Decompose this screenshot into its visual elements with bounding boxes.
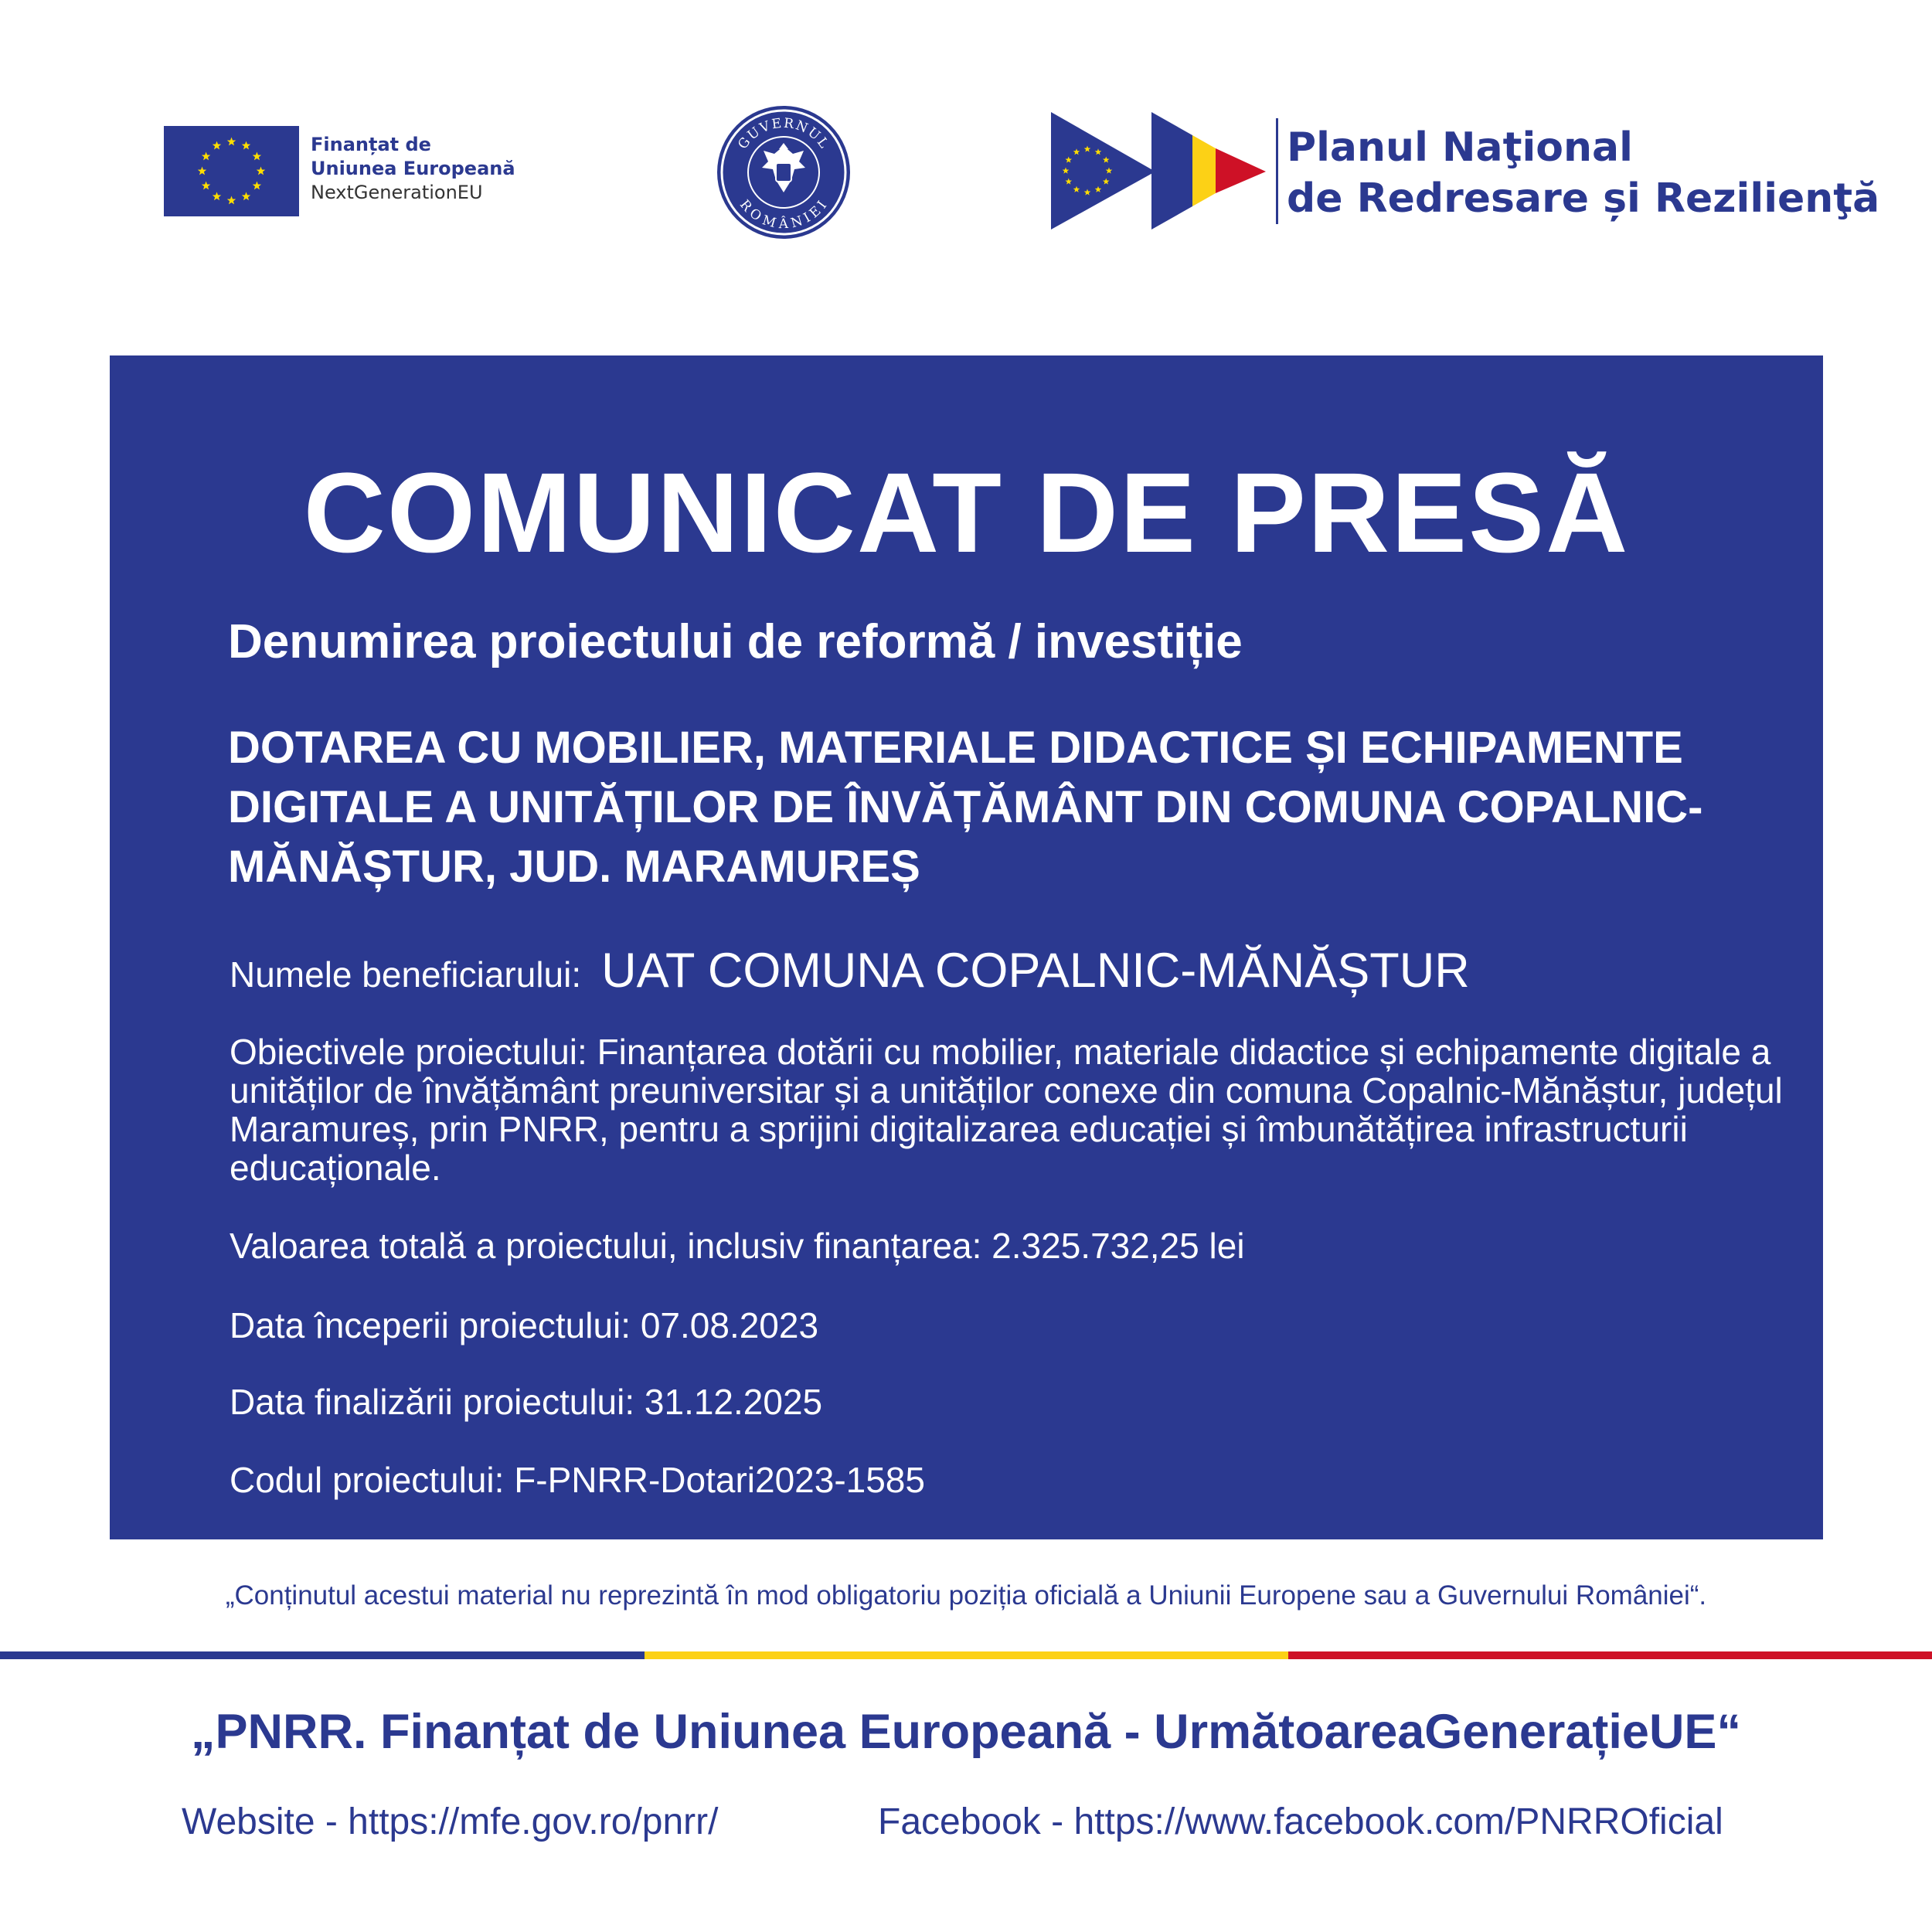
eu-star-icon (202, 182, 210, 190)
eu-star-icon (253, 182, 261, 190)
eu-star-icon (253, 152, 261, 161)
project-total-value: Valoarea totală a proiectului, inclusiv finanțarea: 2.325.732,25 lei (230, 1226, 1245, 1266)
eu-star-icon (242, 141, 250, 150)
press-release-headline: COMUNICAT DE PRESĂ (303, 450, 1630, 577)
stripe-red (1288, 1651, 1932, 1659)
eu-star-icon (198, 167, 206, 175)
eu-star-icon (227, 196, 236, 205)
pnrr-logo-line1: Planul Naţional (1287, 124, 1633, 171)
beneficiary-label: Numele beneficiarului: (230, 954, 582, 995)
project-end-date: Data finalizării proiectului: 31.12.2025 (230, 1382, 823, 1422)
facebook-link[interactable]: Facebook - https://www.facebook.com/PNRROficial (878, 1801, 1723, 1842)
disclaimer-text: „Conținutul acestui material nu reprezintă în mod obligatoriu poziția oficială a Uniunii Europene sau a Guvernului României“. (225, 1580, 1707, 1611)
government-seal-logo (717, 106, 850, 239)
eu-star-icon (213, 141, 221, 150)
pnrr-logo-title (1287, 122, 1879, 224)
project-code: Codul proiectului: F-PNRR-Dotari2023-1585 (230, 1460, 925, 1500)
eu-star-icon (227, 138, 236, 146)
beneficiary-row (230, 943, 1470, 998)
svg-text:ROMÂNIEI (736, 197, 831, 232)
beneficiary-value: UAT COMUNA COPALNIC-MĂNĂȘTUR (601, 944, 1470, 998)
seal-bottom-text: ROMÂNIEI (736, 196, 832, 233)
eu-star-icon (242, 192, 250, 200)
eu-funding-line3: NextGenerationEU (311, 182, 483, 203)
pnrr-logo-line2: de Redresare și Rezilienţă (1287, 175, 1880, 222)
eu-star-icon (213, 192, 221, 200)
project-name-heading: Denumirea proiectului de reformă / investiție (228, 615, 1243, 668)
eu-flag-logo (164, 126, 299, 216)
stripe-yellow (645, 1651, 1288, 1659)
seal-top-text: GUVERNUL (735, 115, 832, 153)
pnrr-logo (1051, 112, 1267, 232)
website-link[interactable]: Website - https://mfe.gov.ro/pnrr/ (182, 1801, 719, 1842)
eu-funding-line2: Uniunea Europeană (311, 158, 515, 179)
pnrr-slogan: „PNRR. Finanțat de Uniunea Europeană - UrmătoareaGenerațieUE“ (191, 1705, 1741, 1759)
eu-funding-line1: Finanțat de (311, 134, 431, 155)
stripe-blue (0, 1651, 645, 1659)
eu-funding-text (311, 133, 515, 205)
project-objectives: Obiectivele proiectului: Finanțarea dotării cu mobilier, materiale didactice și echipamente digitale a unităților de învățământ preuniversitar și a unităților conexe din comuna Copalnic-Mănăștur, județul Maramureș, prin PNRR, pentru a sprijini digitalizarea educației și îmbunătățirea infrastructurii educaționale. (230, 1032, 1783, 1188)
eu-star-icon (202, 152, 210, 161)
pnrr-logo-divider (1276, 118, 1278, 224)
eu-stars-icon (164, 126, 299, 216)
coat-of-arms-icon (717, 106, 850, 239)
project-start-date: Data începerii proiectului: 07.08.2023 (230, 1305, 819, 1345)
pnrr-arrows-icon (1051, 112, 1267, 232)
eu-star-icon (257, 167, 265, 175)
press-release-panel (110, 355, 1823, 1539)
project-title: DOTAREA CU MOBILIER, MATERIALE DIDACTICE ȘI ECHIPAMENTE DIGITALE A UNITĂȚILOR DE ÎNVĂȚĂMÂNT DIN COMUNA COPALNIC-MĂNĂȘTUR, JUD. MARAMUREȘ (228, 723, 1703, 892)
